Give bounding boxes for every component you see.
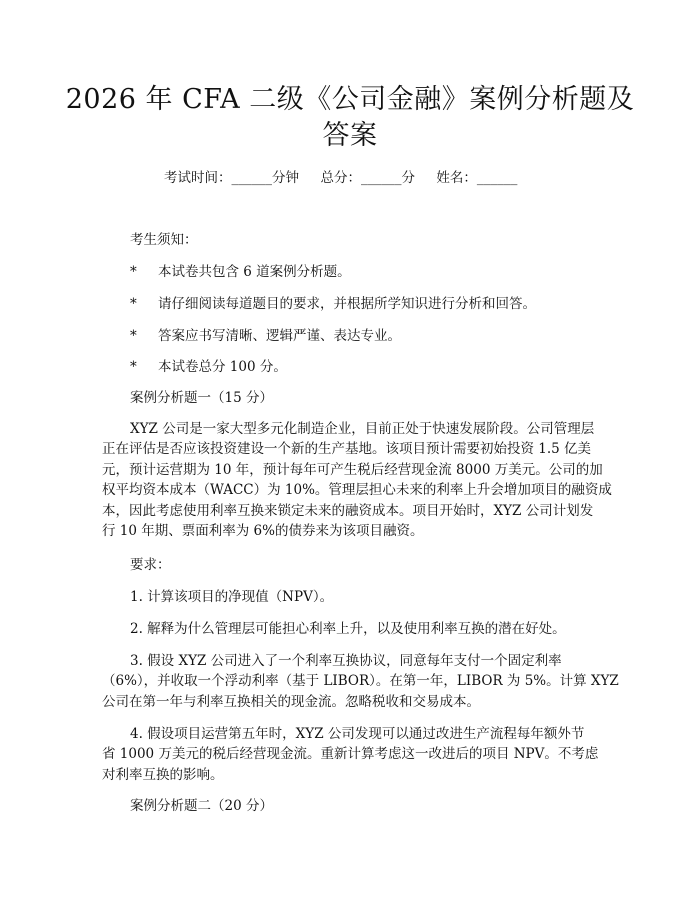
- requirement-3-line: 3. 假设 XYZ 公司进入了一个利率互换协议，同意每年支付一个固定利率: [130, 653, 562, 669]
- document-title-line-1: 2026 年 CFA 二级《公司金融》案例分析题及: [65, 84, 635, 115]
- notice-item: 本试卷总分 100 分。: [158, 359, 287, 375]
- case-1-body: [102, 419, 612, 541]
- document-title-line-2: 答案: [322, 120, 378, 151]
- notice-item: 答案应书写清晰、逻辑严谨、表达专业。: [158, 328, 401, 344]
- requirement-4-line: 省 1000 万美元的税后经营现金流。重新计算考虑这一改进后的项目 NPV。不考虑: [102, 746, 599, 763]
- case-1-body-line: 权平均资本成本（WACC）为 10%。管理层担心未来的利率上升会增加项目的融资成: [102, 482, 612, 499]
- notice-item: 本试卷共包含 6 道案例分析题。: [158, 264, 351, 280]
- notice-bullet: *: [130, 264, 137, 280]
- case-2-heading: 案例分析题二（20 分）: [130, 798, 273, 814]
- requirement-2: 2. 解释为什么管理层可能担心利率上升，以及使用利率互换的潜在好处。: [130, 621, 566, 637]
- case-1-body-line: 正在评估是否应该投资建设一个新的生产基地。该项目预计需要初始投资 1.5 亿美: [102, 441, 592, 458]
- notice-bullet: *: [130, 296, 137, 312]
- exam-info-line: 考试时间：______分钟 总分：______分 姓名：______: [164, 170, 518, 186]
- requirement-1: 1. 计算该项目的净现值（NPV）。: [130, 589, 334, 605]
- notice-heading: 考生须知：: [130, 232, 198, 248]
- requirement-4-line: 对利率互换的影响。: [102, 766, 224, 783]
- notice-bullet: *: [130, 359, 137, 375]
- requirement-3: [102, 651, 619, 712]
- requirement-3-line: （6%），并收取一个浮动利率（基于 LIBOR）。在第一年，LIBOR 为 5%。计算 XYZ: [102, 673, 619, 690]
- case-1-body-line: 元，预计运营期为 10 年，预计每年可产生税后经营现金流 8000 万美元。公司的加: [102, 461, 603, 478]
- case-1-body-line: 本，因此考虑使用利率互换来锁定未来的融资成本。项目开始时，XYZ 公司计划发: [102, 502, 594, 519]
- requirement-4-line: 4. 假设项目运营第五年时，XYZ 公司发现可以通过改进生产流程每年额外节: [130, 726, 585, 742]
- case-1-body-line: XYZ 公司是一家大型多元化制造企业，目前正处于快速发展阶段。公司管理层: [130, 421, 595, 437]
- case-1-body-line: 行 10 年期、票面利率为 6%的债券来为该项目融资。: [102, 523, 424, 540]
- notice-item: 请仔细阅读每道题目的要求，并根据所学知识进行分析和回答。: [158, 296, 536, 312]
- requirement-3-line: 公司在第一年与利率互换相关的现金流。忽略税收和交易成本。: [102, 693, 480, 710]
- notice-bullet: *: [130, 328, 137, 344]
- case-1-heading: 案例分析题一（15 分）: [130, 390, 273, 406]
- requirement-4: [102, 724, 599, 785]
- requirements-heading: 要求：: [130, 557, 171, 573]
